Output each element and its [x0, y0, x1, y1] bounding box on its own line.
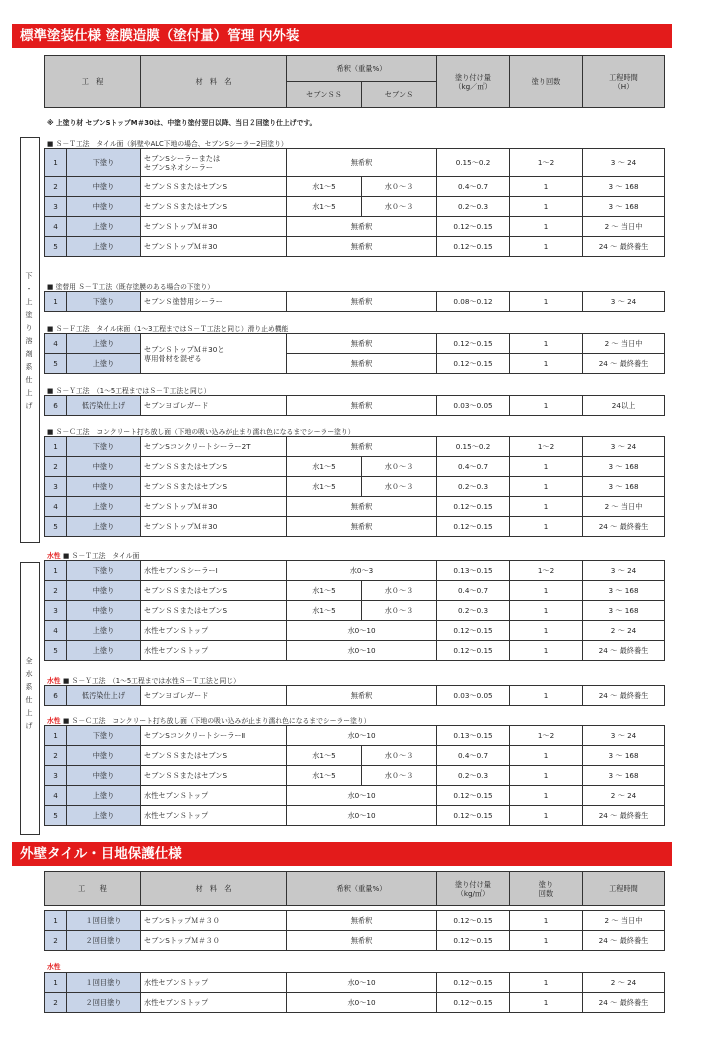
section-title — [47, 138, 288, 148]
step-number: 1 — [45, 911, 67, 931]
dilution-value: 水0～3 — [287, 561, 437, 581]
material-name: 水性セブンＳトップ — [141, 641, 287, 661]
coat-amount: 0.4～0.7 — [437, 746, 510, 766]
process-name: 上塗り — [67, 217, 141, 237]
process-name: 下塗り — [67, 726, 141, 746]
table-row — [45, 437, 665, 457]
coat-amount: 0.12～0.15 — [437, 217, 510, 237]
topcoat-note: ※ 上塗り材 セブンSトップM＃30は、中塗り塗付翌日以降、当日２回塗り仕上げです。 — [47, 119, 317, 127]
coat-count: 1 — [510, 786, 583, 806]
material-name: セブンＳトップＭ＃30と 専用骨材を混ぜる — [141, 334, 287, 374]
process-name: １回目塗り — [67, 973, 141, 993]
material-name: 水性セブンＳトップ — [141, 973, 287, 993]
process-name: 中塗り — [67, 197, 141, 217]
header-dilution: 希釈（重量%） — [287, 56, 437, 82]
step-number: 4 — [45, 217, 67, 237]
interval-time: 2 ～ 当日中 — [583, 334, 665, 354]
coat-amount: 0.13～0.15 — [437, 726, 510, 746]
dilution-value: 無希釈 — [287, 237, 437, 257]
process-name: 下塗り — [67, 149, 141, 177]
table-row — [45, 497, 665, 517]
dilution-s: 水０～３ — [362, 766, 437, 786]
section-title — [47, 550, 139, 560]
coat-amount: 0.13～0.15 — [437, 561, 510, 581]
dilution-value: 無希釈 — [287, 396, 437, 416]
interval-time: 3 ～ 168 — [583, 746, 665, 766]
coat-amount: 0.12～0.15 — [437, 334, 510, 354]
process-name: 上塗り — [67, 806, 141, 826]
process-name: 中塗り — [67, 746, 141, 766]
interval-time: 24 ～ 最終養生 — [583, 931, 665, 951]
water-group-label: 全 水 系 仕 上 げ — [25, 657, 33, 730]
table-row — [45, 457, 665, 477]
process-name: 低汚染仕上げ — [67, 686, 141, 706]
coat-count: 1 — [510, 806, 583, 826]
table-row — [45, 149, 665, 177]
material-name: セブンＳトップＭ＃30 — [141, 497, 287, 517]
process-name: 下塗り — [67, 437, 141, 457]
dilution-value: 水0～10 — [287, 786, 437, 806]
interval-time: 24 ～ 最終養生 — [583, 806, 665, 826]
step-number: 1 — [45, 561, 67, 581]
coat-count: 1 — [510, 177, 583, 197]
header-dilution-s: セブンＳ — [362, 82, 437, 108]
material-name: セブンSシーラーまたは セブンSネオシーラー — [141, 149, 287, 177]
interval-time: 24 ～ 最終養生 — [583, 686, 665, 706]
tile-header-dilution: 希釈（重量%） — [287, 872, 437, 906]
interval-time: 2 ～ 当日中 — [583, 911, 665, 931]
material-name: セブンSコンクリートシーラーⅡ — [141, 726, 287, 746]
process-name: 上塗り — [67, 334, 141, 354]
step-number: 4 — [45, 334, 67, 354]
table-row — [45, 931, 665, 951]
dilution-value: 無希釈 — [287, 149, 437, 177]
coat-count: 1 — [510, 517, 583, 537]
dilution-value: 無希釈 — [287, 437, 437, 457]
dilution-value: 水0～10 — [287, 641, 437, 661]
coat-amount: 0.12～0.15 — [437, 354, 510, 374]
table-row — [45, 806, 665, 826]
material-name: 水性セブンＳシーラーⅠ — [141, 561, 287, 581]
coat-amount: 0.15～0.2 — [437, 437, 510, 457]
coat-amount: 0.12～0.15 — [437, 641, 510, 661]
section-title-text: ■ Ｓ－Ｃ工法 コンクリート打ち放し面（下地の吸い込みが止まり濡れ色になるまでシーラー塗り） — [47, 428, 355, 436]
dilution-value: 無希釈 — [287, 686, 437, 706]
table-row — [45, 973, 665, 993]
coat-amount: 0.12～0.15 — [437, 621, 510, 641]
step-number: 2 — [45, 581, 67, 601]
step-number: 4 — [45, 786, 67, 806]
coat-amount: 0.03～0.05 — [437, 686, 510, 706]
material-name: セブンSコンクリートシーラー2T — [141, 437, 287, 457]
step-number: 5 — [45, 641, 67, 661]
section-title-text: ■ Ｓ－Ｃ工法 コンクリート打ち放し面（下地の吸い込みが止まり濡れ色になるまでシーラー塗り） — [62, 717, 371, 725]
material-name: 水性セブンＳトップ — [141, 786, 287, 806]
tile-water-tag-text: 水性 — [47, 963, 61, 971]
step-number: 2 — [45, 177, 67, 197]
coat-count: 1 — [510, 973, 583, 993]
dilution-value: 無希釈 — [287, 334, 437, 354]
header-dilution-ss: セブンＳＳ — [287, 82, 362, 108]
section-table — [44, 148, 665, 257]
header-material: 材 料 名 — [141, 56, 287, 108]
dilution-value: 無希釈 — [287, 354, 437, 374]
section-title-text: ■ Ｓ－Ｔ工法 タイル面（斜壁やALC下地の場合、セブンSシーラー2回塗り） — [47, 140, 288, 148]
tile-header-material: 材 料 名 — [141, 872, 287, 906]
interval-time: 24以上 — [583, 396, 665, 416]
coat-amount: 0.03～0.05 — [437, 396, 510, 416]
process-name: 上塗り — [67, 517, 141, 537]
table-row — [45, 601, 665, 621]
coat-amount: 0.12～0.15 — [437, 993, 510, 1013]
table-row — [45, 726, 665, 746]
water-tag: 水性 — [47, 552, 63, 560]
table-row — [45, 993, 665, 1013]
header-coat-count: 塗り回数 — [510, 56, 583, 108]
table-row — [45, 581, 665, 601]
step-number: 5 — [45, 354, 67, 374]
interval-time: 3 ～ 168 — [583, 477, 665, 497]
tile-header-interval: 工程時間 — [583, 872, 665, 906]
coat-amount: 0.2～0.3 — [437, 477, 510, 497]
step-number: 2 — [45, 457, 67, 477]
material-name: セブンＳトップＭ＃30 — [141, 217, 287, 237]
process-name: 中塗り — [67, 581, 141, 601]
dilution-value: 無希釈 — [287, 931, 437, 951]
step-number: 3 — [45, 766, 67, 786]
coat-amount: 0.2～0.3 — [437, 766, 510, 786]
process-name: 上塗り — [67, 786, 141, 806]
interval-time: 3 ～ 168 — [583, 581, 665, 601]
interval-time: 2 ～ 24 — [583, 786, 665, 806]
dilution-s: 水０～３ — [362, 177, 437, 197]
material-name: セブンＳＳまたはセブンS — [141, 766, 287, 786]
step-number: 3 — [45, 197, 67, 217]
step-number: 2 — [45, 993, 67, 1013]
material-name: セブンＳ塗替用シーラー — [141, 292, 287, 312]
coat-amount: 0.12～0.15 — [437, 786, 510, 806]
table-row — [45, 911, 665, 931]
section-title-text: ■ Ｓ－Ｙ工法 （1～5工程までは水性Ｓ－Ｔ工法と同じ） — [62, 677, 240, 685]
material-name: セブンSトップＭ＃３０ — [141, 931, 287, 951]
step-number: 2 — [45, 746, 67, 766]
material-name: セブンＳＳまたはセブンS — [141, 457, 287, 477]
coat-amount: 0.2～0.3 — [437, 601, 510, 621]
coat-amount: 0.2～0.3 — [437, 197, 510, 217]
interval-time: 3 ～ 24 — [583, 726, 665, 746]
header-interval: 工程時間 （H） — [583, 56, 665, 108]
dilution-s: 水０～３ — [362, 581, 437, 601]
step-number: 6 — [45, 686, 67, 706]
tile-spec-title-banner: 外壁タイル・目地保護仕様 — [12, 842, 672, 866]
interval-time: 2 ～ 24 — [583, 621, 665, 641]
coat-count: 1～2 — [510, 561, 583, 581]
material-name: 水性セブンＳトップ — [141, 993, 287, 1013]
dilution-s: 水０～３ — [362, 746, 437, 766]
dilution-value: 無希釈 — [287, 497, 437, 517]
coat-count: 1～2 — [510, 149, 583, 177]
header-process: 工 程 — [45, 56, 141, 108]
step-number: 4 — [45, 497, 67, 517]
coat-count: 1 — [510, 334, 583, 354]
material-name: 水性セブンＳトップ — [141, 621, 287, 641]
coat-amount: 0.4～0.7 — [437, 457, 510, 477]
table-row — [45, 177, 665, 197]
interval-time: 3 ～ 168 — [583, 177, 665, 197]
table-row — [45, 396, 665, 416]
coat-amount: 0.12～0.15 — [437, 973, 510, 993]
process-name: 中塗り — [67, 766, 141, 786]
dilution-ss: 水1～5 — [287, 197, 362, 217]
coat-count: 1 — [510, 746, 583, 766]
coat-count: 1 — [510, 497, 583, 517]
coat-count: 1 — [510, 766, 583, 786]
table-row — [45, 746, 665, 766]
tile-header-table — [44, 871, 665, 906]
process-name: ２回目塗り — [67, 931, 141, 951]
dilution-value: 水0～10 — [287, 806, 437, 826]
coat-count: 1 — [510, 911, 583, 931]
material-name: セブンヨゴレガード — [141, 396, 287, 416]
coat-count: 1 — [510, 601, 583, 621]
interval-time: 24 ～ 最終養生 — [583, 993, 665, 1013]
interval-time: 2 ～ 当日中 — [583, 217, 665, 237]
step-number: 1 — [45, 726, 67, 746]
section-table — [44, 560, 665, 661]
interval-time: 24 ～ 最終養生 — [583, 237, 665, 257]
section-title-text: ■ Ｓ－Ｔ工法 タイル面 — [62, 552, 140, 560]
dilution-s: 水０～３ — [362, 197, 437, 217]
process-name: 中塗り — [67, 177, 141, 197]
coat-count: 1 — [510, 237, 583, 257]
process-name: 上塗り — [67, 621, 141, 641]
interval-time: 24 ～ 最終養生 — [583, 354, 665, 374]
dilution-ss: 水1～5 — [287, 766, 362, 786]
table-row — [45, 477, 665, 497]
process-name: 中塗り — [67, 457, 141, 477]
section-table — [44, 436, 665, 537]
dilution-ss: 水1～5 — [287, 601, 362, 621]
dilution-s: 水０～３ — [362, 477, 437, 497]
dilution-value: 無希釈 — [287, 517, 437, 537]
coat-amount: 0.12～0.15 — [437, 931, 510, 951]
coat-amount: 0.12～0.15 — [437, 497, 510, 517]
interval-time: 3 ～ 168 — [583, 766, 665, 786]
dilution-value: 無希釈 — [287, 217, 437, 237]
coat-count: 1～2 — [510, 726, 583, 746]
coat-amount: 0.12～0.15 — [437, 806, 510, 826]
coat-count: 1～2 — [510, 437, 583, 457]
interval-time: 24 ～ 最終養生 — [583, 517, 665, 537]
table-row — [45, 766, 665, 786]
section-table — [44, 685, 665, 706]
step-number: 5 — [45, 806, 67, 826]
coat-count: 1 — [510, 197, 583, 217]
dilution-s: 水０～３ — [362, 457, 437, 477]
tile-header-coat-amount: 塗り付け量 （kg/㎡） — [437, 872, 510, 906]
water-tag: 水性 — [47, 677, 63, 685]
coat-count: 1 — [510, 396, 583, 416]
process-name: 上塗り — [67, 237, 141, 257]
section-title — [47, 323, 288, 333]
material-name: セブンＳＳまたはセブンS — [141, 477, 287, 497]
dilution-ss: 水1～5 — [287, 746, 362, 766]
interval-time: 3 ～ 168 — [583, 457, 665, 477]
table-row — [45, 561, 665, 581]
coat-amount: 0.4～0.7 — [437, 177, 510, 197]
coat-amount: 0.12～0.15 — [437, 517, 510, 537]
coat-amount: 0.12～0.15 — [437, 911, 510, 931]
section-table — [44, 291, 665, 312]
step-number: 3 — [45, 601, 67, 621]
interval-time: 3 ～ 168 — [583, 197, 665, 217]
material-name: セブンＳＳまたはセブンS — [141, 197, 287, 217]
material-name: セブンＳＳまたはセブンS — [141, 601, 287, 621]
process-name: 低汚染仕上げ — [67, 396, 141, 416]
coat-amount: 0.4～0.7 — [437, 581, 510, 601]
dilution-ss: 水1～5 — [287, 581, 362, 601]
process-name: 上塗り — [67, 354, 141, 374]
material-name: セブンＳＳまたはセブンS — [141, 581, 287, 601]
interval-time: 3 ～ 24 — [583, 437, 665, 457]
interval-time: 3 ～ 24 — [583, 149, 665, 177]
table-row — [45, 641, 665, 661]
step-number: 3 — [45, 477, 67, 497]
step-number: 5 — [45, 517, 67, 537]
material-name: セブンSトップＭ＃３０ — [141, 911, 287, 931]
tile-header-process: 工 程 — [45, 872, 141, 906]
process-name: 上塗り — [67, 641, 141, 661]
tile-water-tag — [47, 961, 61, 971]
step-number: 5 — [45, 237, 67, 257]
section-table — [44, 395, 665, 416]
section-title — [47, 385, 210, 395]
process-name: 上塗り — [67, 497, 141, 517]
dilution-s: 水０～３ — [362, 601, 437, 621]
section-title-text: ■ 塗替用 Ｓ－Ｔ工法（既存塗膜のある場合の下塗り） — [47, 283, 215, 291]
material-name: セブンＳＳまたはセブンS — [141, 746, 287, 766]
dilution-value: 無希釈 — [287, 911, 437, 931]
section-title — [47, 426, 355, 436]
dilution-value: 水0～10 — [287, 973, 437, 993]
dilution-ss: 水1～5 — [287, 457, 362, 477]
process-name: １回目塗り — [67, 911, 141, 931]
section-title — [47, 715, 370, 725]
interval-time: 24 ～ 最終養生 — [583, 641, 665, 661]
process-name: 下塗り — [67, 561, 141, 581]
table-row — [45, 354, 665, 374]
coat-count: 1 — [510, 641, 583, 661]
step-number: 1 — [45, 437, 67, 457]
section-title-text: ■ Ｓ－Ｆ工法 タイル床面（1～3工程まではＳ－Ｔ工法と同じ）滑り止め機能 — [47, 325, 289, 333]
interval-time: 2 ～ 当日中 — [583, 497, 665, 517]
coat-count: 1 — [510, 477, 583, 497]
tile-header-coat-count: 塗り 回数 — [510, 872, 583, 906]
dilution-value: 水0～10 — [287, 726, 437, 746]
coat-count: 1 — [510, 217, 583, 237]
tile-solvent-table — [44, 910, 665, 951]
solvent-group-label: 下 ・ 上 塗 り 溶 剤 系 仕 上 げ — [25, 272, 33, 410]
coat-count: 1 — [510, 354, 583, 374]
interval-time: 3 ～ 24 — [583, 292, 665, 312]
step-number: 1 — [45, 149, 67, 177]
spec-header-table — [44, 55, 665, 108]
process-name: 下塗り — [67, 292, 141, 312]
coat-count: 1 — [510, 931, 583, 951]
table-row — [45, 334, 665, 354]
section-table — [44, 333, 665, 374]
coat-count: 1 — [510, 292, 583, 312]
coat-count: 1 — [510, 457, 583, 477]
water-tag: 水性 — [47, 717, 63, 725]
material-name: 水性セブンＳトップ — [141, 806, 287, 826]
process-name: ２回目塗り — [67, 993, 141, 1013]
interval-time: 2 ～ 24 — [583, 973, 665, 993]
table-row — [45, 197, 665, 217]
coat-amount: 0.15～0.2 — [437, 149, 510, 177]
spec-title-banner: 標準塗装仕様 塗膜造膜（塗付量）管理 内外装 — [12, 24, 672, 48]
table-row — [45, 517, 665, 537]
step-number: 6 — [45, 396, 67, 416]
section-title — [47, 675, 240, 685]
interval-time: 3 ～ 24 — [583, 561, 665, 581]
dilution-ss: 水1～5 — [287, 177, 362, 197]
material-name: セブンＳトップＭ＃30 — [141, 517, 287, 537]
material-name: セブンＳトップＭ＃30 — [141, 237, 287, 257]
section-title — [47, 281, 214, 291]
coat-amount: 0.12～0.15 — [437, 237, 510, 257]
step-number: 1 — [45, 292, 67, 312]
dilution-value: 無希釈 — [287, 292, 437, 312]
interval-time: 3 ～ 168 — [583, 601, 665, 621]
step-number: 2 — [45, 931, 67, 951]
section-table — [44, 725, 665, 826]
step-number: 4 — [45, 621, 67, 641]
table-row — [45, 686, 665, 706]
process-name: 中塗り — [67, 477, 141, 497]
coat-count: 1 — [510, 621, 583, 641]
section-title-text: ■ Ｓ－Ｙ工法 （1～5工程まではＳ－Ｔ工法と同じ） — [47, 387, 211, 395]
table-row — [45, 786, 665, 806]
table-row — [45, 292, 665, 312]
dilution-value: 水0～10 — [287, 993, 437, 1013]
coat-count: 1 — [510, 993, 583, 1013]
header-coat-amount: 塗り付け量 （kg／㎡） — [437, 56, 510, 108]
table-row — [45, 237, 665, 257]
table-row — [45, 621, 665, 641]
dilution-value: 水0～10 — [287, 621, 437, 641]
coat-count: 1 — [510, 686, 583, 706]
coat-count: 1 — [510, 581, 583, 601]
process-name: 中塗り — [67, 601, 141, 621]
material-name: セブンＳＳまたはセブンS — [141, 177, 287, 197]
coat-amount: 0.08～0.12 — [437, 292, 510, 312]
table-row — [45, 217, 665, 237]
dilution-ss: 水1～5 — [287, 477, 362, 497]
tile-water-table — [44, 972, 665, 1013]
step-number: 1 — [45, 973, 67, 993]
material-name: セブンヨゴレガード — [141, 686, 287, 706]
